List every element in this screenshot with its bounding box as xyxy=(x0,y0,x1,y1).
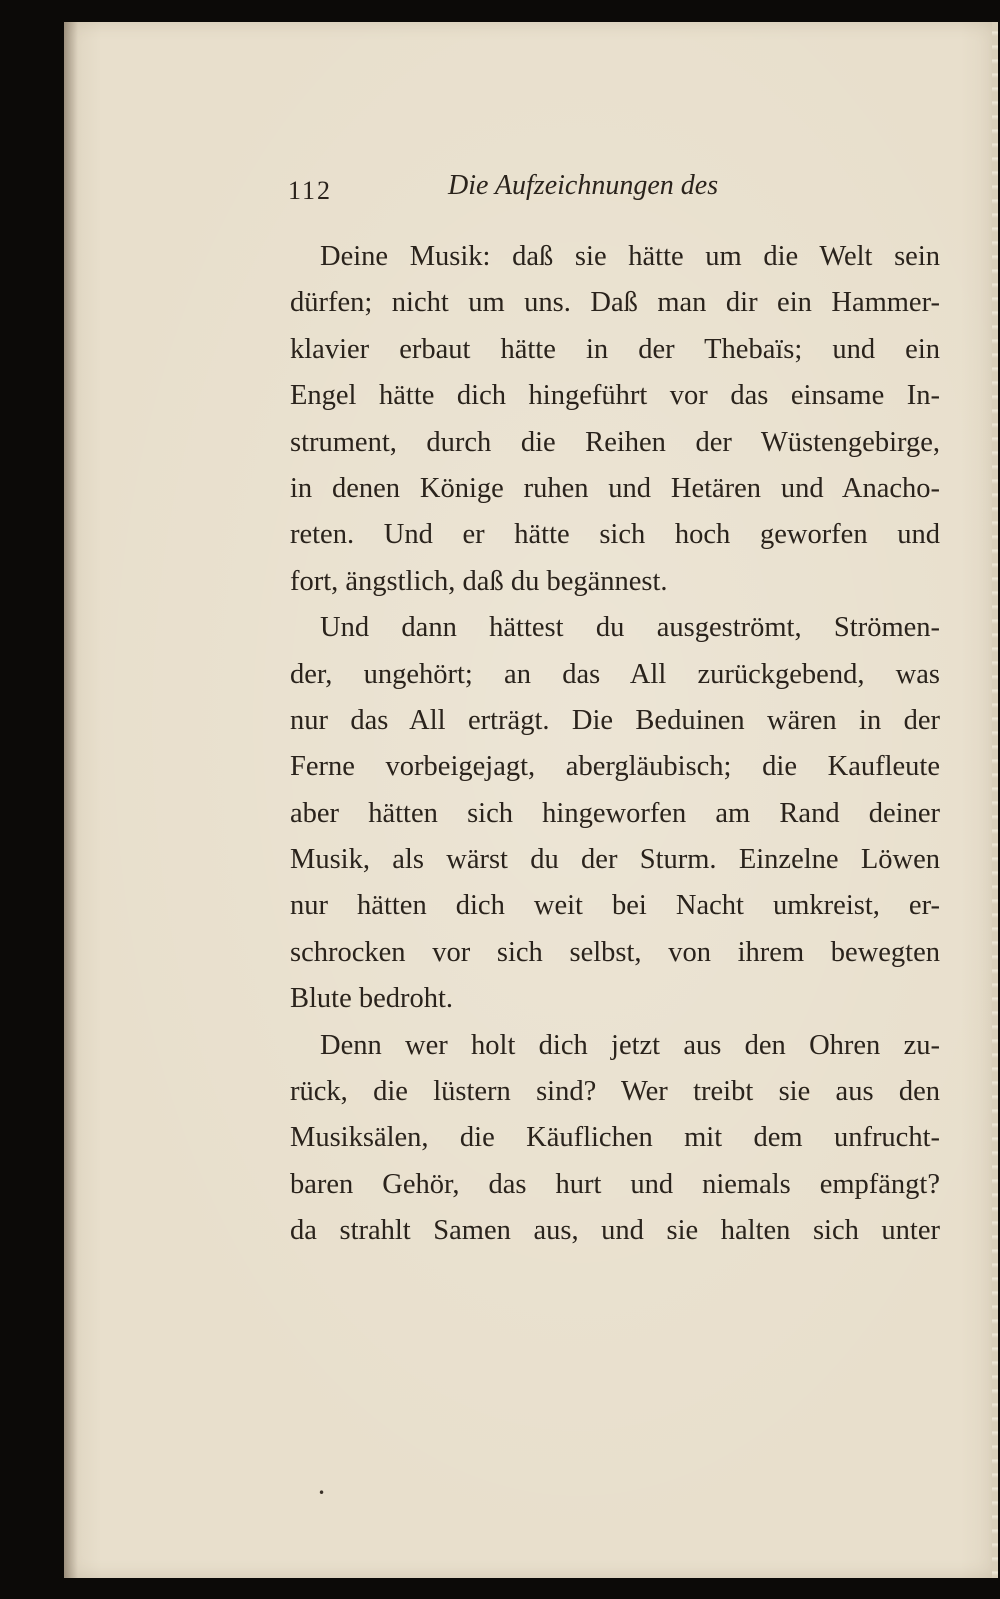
spine-shadow xyxy=(64,22,78,1578)
body-text xyxy=(290,234,940,1255)
text-line: rück, die lüstern sind? Wer treibt sie aus den xyxy=(290,1076,940,1108)
text-line: strument, durch die Reihen der Wüstengebirge, xyxy=(290,426,940,458)
text-line: Ferne vorbeigejagt, abergläubisch; die Kaufleute xyxy=(290,751,940,783)
text-line: baren Gehör, das hurt und niemals empfängt? xyxy=(290,1168,940,1200)
text-line: Engel hätte dich hingeführt vor das einsame In- xyxy=(290,380,940,412)
text-line: Musiksälen, die Käuflichen mit dem unfrucht- xyxy=(290,1122,940,1154)
text-line: Deine Musik: daß sie hätte um die Welt sein xyxy=(320,241,940,272)
text-line: in denen Könige ruhen und Hetären und Anacho- xyxy=(290,472,940,504)
page-number: 112 xyxy=(288,176,333,205)
running-head xyxy=(288,170,788,214)
text-line: klavier erbaut hätte in der Thebaïs; und ein xyxy=(290,333,940,365)
text-line: Musik, als wärst du der Sturm. Einzelne Löwen xyxy=(290,844,940,876)
text-line: nur hätten dich weit bei Nacht umkreist, er- xyxy=(290,890,940,922)
running-title: Die Aufzeichnungen des xyxy=(448,170,719,201)
ink-speck: • xyxy=(318,1486,326,1500)
text-line: nur das All erträgt. Die Beduinen wären in der xyxy=(290,704,940,736)
text-line: Denn wer holt dich jetzt aus den Ohren zu- xyxy=(320,1029,940,1061)
text-line: Blute bedroht. xyxy=(290,983,454,1015)
text-line: dürfen; nicht um uns. Daß man dir ein Hammer- xyxy=(290,287,940,319)
text-line: reten. Und er hätte sich hoch geworfen und xyxy=(290,519,940,551)
text-line: fort, ängstlich, daß du begännest. xyxy=(290,565,668,597)
text-line: aber hätten sich hingeworfen am Rand deiner xyxy=(290,797,940,829)
page-edge xyxy=(992,22,998,1578)
text-line: schrocken vor sich selbst, von ihrem bewegten xyxy=(290,936,940,968)
text-line: Und dann hättest du ausgeströmt, Strömen- xyxy=(320,612,940,644)
text-line: da strahlt Samen aus, und sie halten sich unter xyxy=(290,1215,940,1247)
text-line: der, ungehört; an das All zurückgebend, was xyxy=(290,658,940,690)
